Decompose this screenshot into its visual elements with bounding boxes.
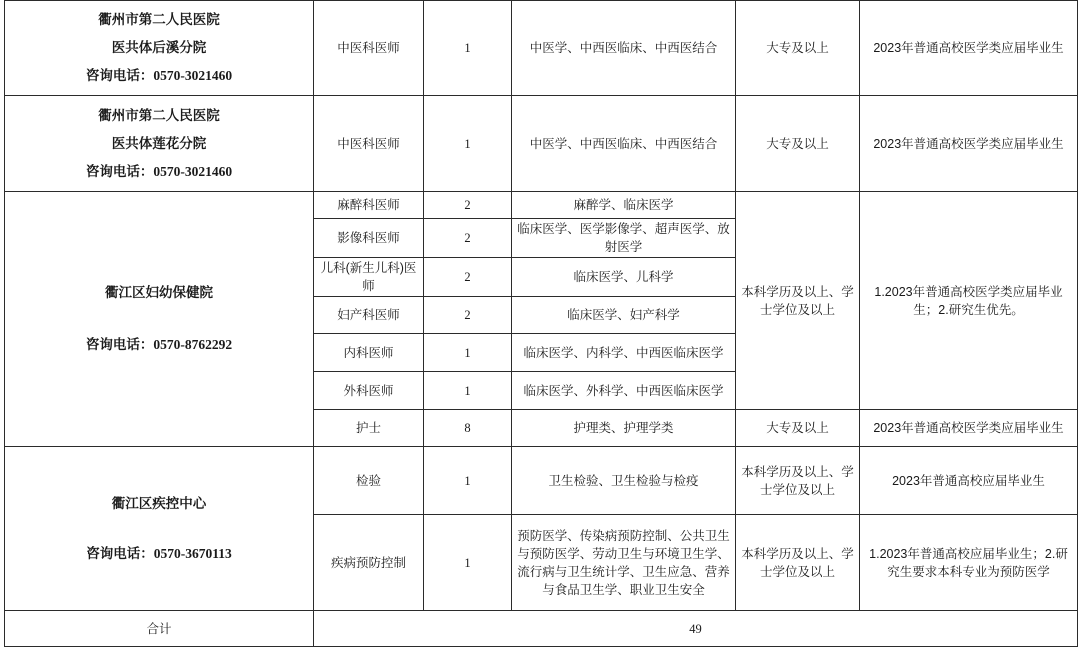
table-row xyxy=(5,192,1078,219)
position-cell: 中医科医师 xyxy=(314,1,424,96)
position-cell: 影像科医师 xyxy=(314,219,424,258)
total-row xyxy=(5,611,1078,647)
unit-name-line: 衢江区疾控中心 xyxy=(111,495,207,511)
education-cell: 本科学历及以上、学士学位及以上 xyxy=(736,515,860,611)
requirement-cell: 2023年普通高校应届毕业生 xyxy=(860,447,1078,515)
table-row xyxy=(5,447,1078,515)
position-cell: 检验 xyxy=(314,447,424,515)
major-cell: 临床医学、儿科学 xyxy=(512,258,736,297)
recruitment-table xyxy=(4,0,1078,647)
major-cell: 临床医学、外科学、中西医临床医学 xyxy=(512,372,736,410)
table-row xyxy=(5,1,1078,96)
unit-cell xyxy=(5,1,314,96)
count-cell: 1 xyxy=(424,447,512,515)
count-cell: 1 xyxy=(424,372,512,410)
requirement-cell: 2023年普通高校医学类应届毕业生 xyxy=(860,410,1078,447)
major-cell: 中医学、中西医临床、中西医结合 xyxy=(512,96,736,192)
position-cell: 内科医师 xyxy=(314,334,424,372)
education-cell: 本科学历及以上、学士学位及以上 xyxy=(736,447,860,515)
position-cell: 护士 xyxy=(314,410,424,447)
position-cell: 中医科医师 xyxy=(314,96,424,192)
major-cell: 中医学、中西医临床、中西医结合 xyxy=(512,1,736,96)
major-cell: 临床医学、内科学、中西医临床医学 xyxy=(512,334,736,372)
requirement-cell: 2023年普通高校医学类应届毕业生 xyxy=(860,1,1078,96)
unit-name-line: 衢州市第二人民医院 xyxy=(98,12,220,27)
position-cell: 儿科(新生儿科)医师 xyxy=(314,258,424,297)
count-cell: 8 xyxy=(424,410,512,447)
unit-name-line: 医共体后溪分院 xyxy=(111,40,207,55)
unit-phone: 咨询电话：0570-8762292 xyxy=(85,337,233,352)
unit-phone: 咨询电话：0570-3021460 xyxy=(85,163,233,179)
unit-cell xyxy=(5,96,314,192)
position-cell: 妇产科医师 xyxy=(314,297,424,334)
position-cell: 疾病预防控制 xyxy=(314,515,424,611)
count-cell: 2 xyxy=(424,297,512,334)
count-cell: 1 xyxy=(424,515,512,611)
total-value: 49 xyxy=(314,611,1078,647)
major-cell: 预防医学、传染病预防控制、公共卫生与预防医学、劳动卫生与环境卫生学、流行病与卫生统计学、卫生应急、营养与食品卫生学、职业卫生安全 xyxy=(512,515,736,611)
count-cell: 1 xyxy=(424,334,512,372)
major-cell: 临床医学、妇产科学 xyxy=(512,297,736,334)
education-cell: 本科学历及以上、学士学位及以上 xyxy=(736,192,860,410)
position-cell: 外科医师 xyxy=(314,372,424,410)
major-cell: 麻醉学、临床医学 xyxy=(512,192,736,219)
unit-name-line: 衢州市第二人民医院 xyxy=(98,107,220,123)
unit-name-line: 医共体莲花分院 xyxy=(111,135,207,151)
count-cell: 2 xyxy=(424,258,512,297)
major-cell: 护理类、护理学类 xyxy=(512,410,736,447)
unit-phone: 咨询电话：0570-3670113 xyxy=(86,545,232,561)
count-cell: 1 xyxy=(424,1,512,96)
position-cell: 麻醉科医师 xyxy=(314,192,424,219)
education-cell: 大专及以上 xyxy=(736,410,860,447)
major-cell: 卫生检验、卫生检验与检疫 xyxy=(512,447,736,515)
count-cell: 1 xyxy=(424,96,512,192)
count-cell: 2 xyxy=(424,219,512,258)
table-row xyxy=(5,96,1078,192)
education-cell: 大专及以上 xyxy=(736,96,860,192)
unit-cell xyxy=(5,447,314,611)
requirement-cell: 1.2023年普通高校医学类应届毕业生；2.研究生优先。 xyxy=(860,192,1078,410)
count-cell: 2 xyxy=(424,192,512,219)
education-cell: 大专及以上 xyxy=(736,1,860,96)
total-label: 合计 xyxy=(5,611,314,647)
unit-cell xyxy=(5,192,314,447)
unit-name-line: 衢江区妇幼保健院 xyxy=(105,285,213,300)
requirement-cell: 1.2023年普通高校应届毕业生；2.研究生要求本科专业为预防医学 xyxy=(860,515,1078,611)
requirement-cell: 2023年普通高校医学类应届毕业生 xyxy=(860,96,1078,192)
unit-phone: 咨询电话：0570-3021460 xyxy=(85,68,233,83)
major-cell: 临床医学、医学影像学、超声医学、放射医学 xyxy=(512,219,736,258)
